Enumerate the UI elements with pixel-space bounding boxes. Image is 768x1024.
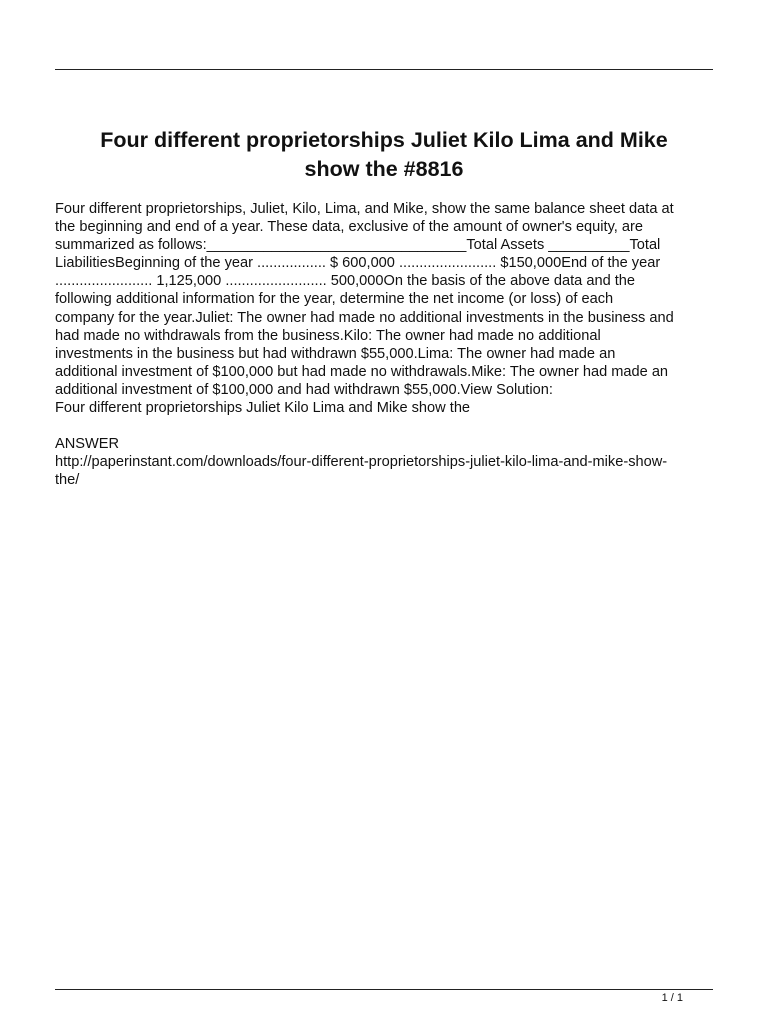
body-line: additional investment of $100,000 and had withdrawn $55,000.View Solution: (55, 381, 553, 398)
title-line-1: Four different proprietorships Juliet Kilo Lima and Mike (100, 128, 668, 152)
body-line: ........................ 1,125,000 ......................... 500,000On the basis of the above data and the (55, 273, 636, 290)
document-title (55, 126, 713, 184)
answer-link[interactable] (55, 453, 720, 471)
answer-link-continued[interactable] (55, 471, 720, 489)
body-line: Four different proprietorships Juliet Kilo Lima and Mike show the (55, 400, 471, 417)
answer-url-line-1[interactable]: http://paperinstant.com/downloads/four-different-proprietorships-juliet-kilo-lima-and-mike-show- (55, 454, 668, 471)
body-line: LiabilitiesBeginning of the year ................. $ 600,000 ........................ $150,000End of the year (55, 255, 661, 272)
body-line: following additional information for the year, determine the net income (or loss) of each (55, 291, 614, 308)
answer-label: ANSWER (55, 436, 120, 453)
document-body (55, 200, 720, 490)
body-line: the beginning and end of a year. These data, exclusive of the amount of owner's equity, are (55, 219, 644, 236)
body-line: had made no withdrawals from the business.Kilo: The owner had made no additional (55, 327, 601, 344)
footer-divider (55, 989, 713, 990)
body-line: investments in the business but had withdrawn $55,000.Lima: The owner had made an (55, 345, 616, 362)
page-number: 1 / 1 (661, 992, 683, 1004)
body-line: summarized as follows:________________________________Total Assets __________Total (55, 237, 661, 254)
blank-line (55, 417, 720, 435)
answer-url-line-2[interactable]: the/ (55, 472, 80, 489)
body-line: Four different proprietorships, Juliet, Kilo, Lima, and Mike, show the same balance sheet data at (55, 201, 674, 217)
title-line-2: show the #8816 (304, 157, 464, 181)
body-line: additional investment of $100,000 but had made no withdrawals.Mike: The owner had made an (55, 363, 669, 380)
body-line: company for the year.Juliet: The owner had made no additional investments in the business and (55, 309, 674, 326)
header-divider (55, 69, 713, 70)
